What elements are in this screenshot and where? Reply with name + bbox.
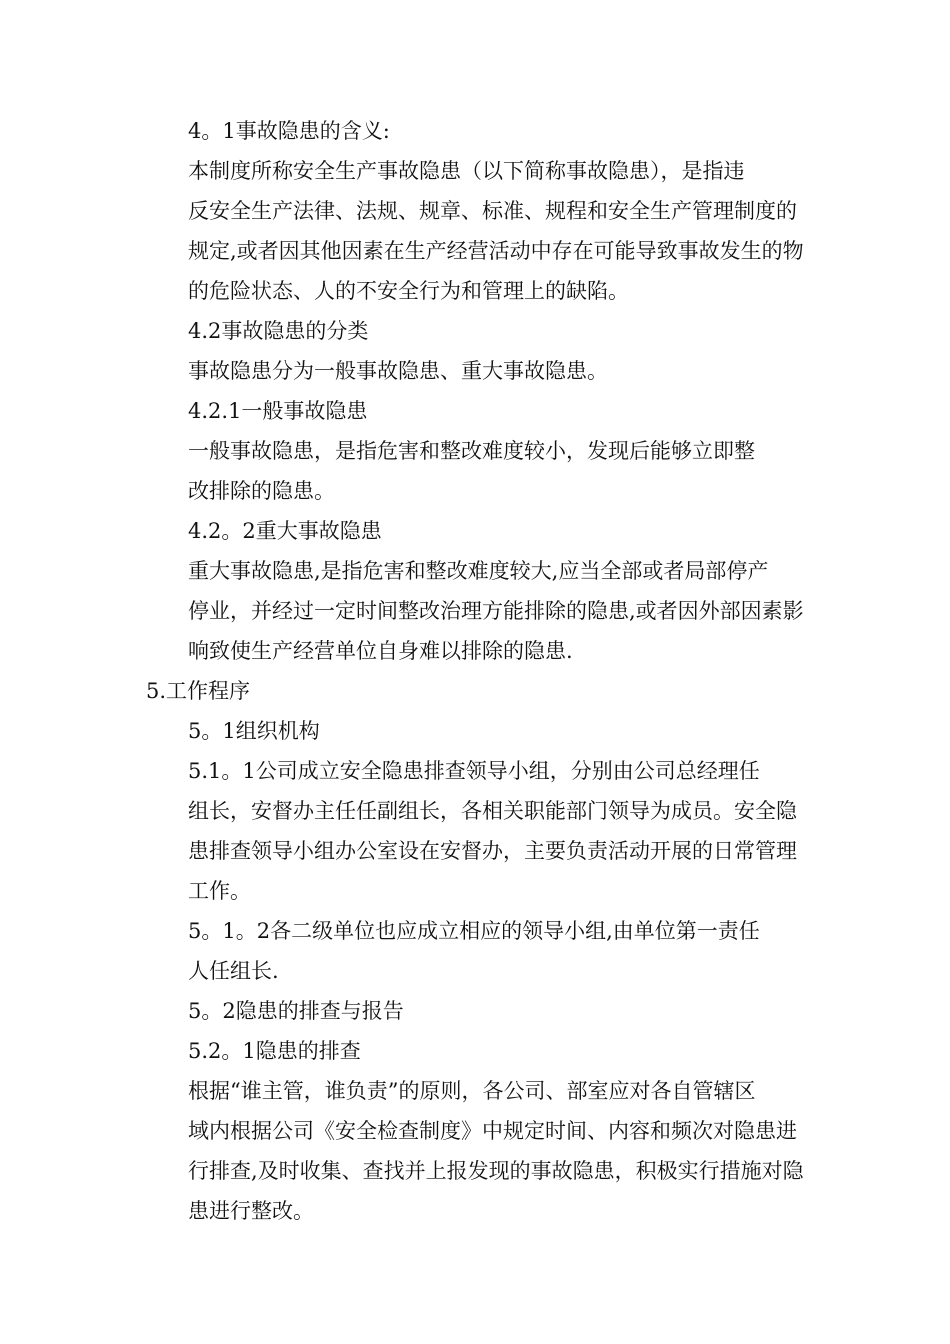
text-line: 重大事故隐患,是指危害和整改难度较大,应当全部或者局部停产 (188, 559, 769, 583)
text-line: 的危险状态、人的不安全行为和管理上的缺陷。 (188, 279, 629, 303)
body-paragraph (146, 431, 806, 511)
document-body (146, 111, 806, 1231)
text-line: 工作。 (188, 879, 251, 903)
text-line: 患排查领导小组办公室设在安督办，主要负责活动开展的日常管理 (188, 839, 797, 863)
text-line: 一般事故隐患，是指危害和整改难度较小，发现后能够立即整 (188, 439, 755, 463)
section-heading (146, 111, 806, 151)
text-line: 行排查,及时收集、查找并上报发现的事故隐患，积极实行措施对隐 (188, 1159, 804, 1183)
section-heading (146, 511, 806, 551)
section-heading (146, 311, 806, 351)
text-line: 改排除的隐患。 (188, 479, 335, 503)
text-line: 4.2.1一般事故隐患 (188, 399, 368, 423)
text-line: 事故隐患分为一般事故隐患、重大事故隐患。 (188, 359, 608, 383)
text-line: 本制度所称安全生产事故隐患（以下简称事故隐患），是指违 (188, 159, 745, 183)
body-paragraph (146, 751, 806, 911)
body-paragraph (146, 151, 806, 311)
body-paragraph (146, 351, 806, 391)
body-paragraph (146, 911, 806, 991)
text-line: 响致使生产经营单位自身难以排除的隐患. (188, 639, 573, 663)
text-line: 5。1组织机构 (188, 719, 320, 743)
section-heading (146, 711, 806, 751)
section-heading (146, 671, 806, 711)
text-line: 规定,或者因其他因素在生产经营活动中存在可能导致事故发生的物 (188, 239, 804, 263)
text-line: 患进行整改。 (188, 1199, 314, 1223)
text-line: 4.2。2重大事故隐患 (188, 519, 382, 543)
text-line: 5。2隐患的排查与报告 (188, 999, 404, 1023)
text-line: 停业，并经过一定时间整改治理方能排除的隐患,或者因外部因素影 (188, 599, 804, 623)
text-line: 反安全生产法律、法规、规章、标准、规程和安全生产管理制度的 (188, 199, 797, 223)
section-heading (146, 991, 806, 1031)
text-line: 人任组长. (188, 959, 279, 983)
section-heading (146, 1031, 806, 1071)
section-heading (146, 391, 806, 431)
text-line: 4。1事故隐患的含义: (188, 119, 390, 143)
text-line: 5.工作程序 (146, 679, 251, 703)
text-line: 5.2。1隐患的排查 (188, 1039, 361, 1063)
body-paragraph (146, 551, 806, 671)
body-paragraph (146, 1071, 806, 1231)
text-line: 4.2事故隐患的分类 (188, 319, 369, 343)
text-line: 5.1。1公司成立安全隐患排查领导小组，分别由公司总经理任 (188, 759, 760, 783)
text-line: 根据“谁主管，谁负责”的原则，各公司、部室应对各自管辖区 (188, 1079, 756, 1103)
text-line: 域内根据公司《安全检查制度》中规定时间、内容和频次对隐患进 (188, 1119, 797, 1143)
text-line: 5。1。2各二级单位也应成立相应的领导小组,由单位第一责任 (188, 919, 760, 943)
text-line: 组长，安督办主任任副组长，各相关职能部门领导为成员。安全隐 (188, 799, 797, 823)
